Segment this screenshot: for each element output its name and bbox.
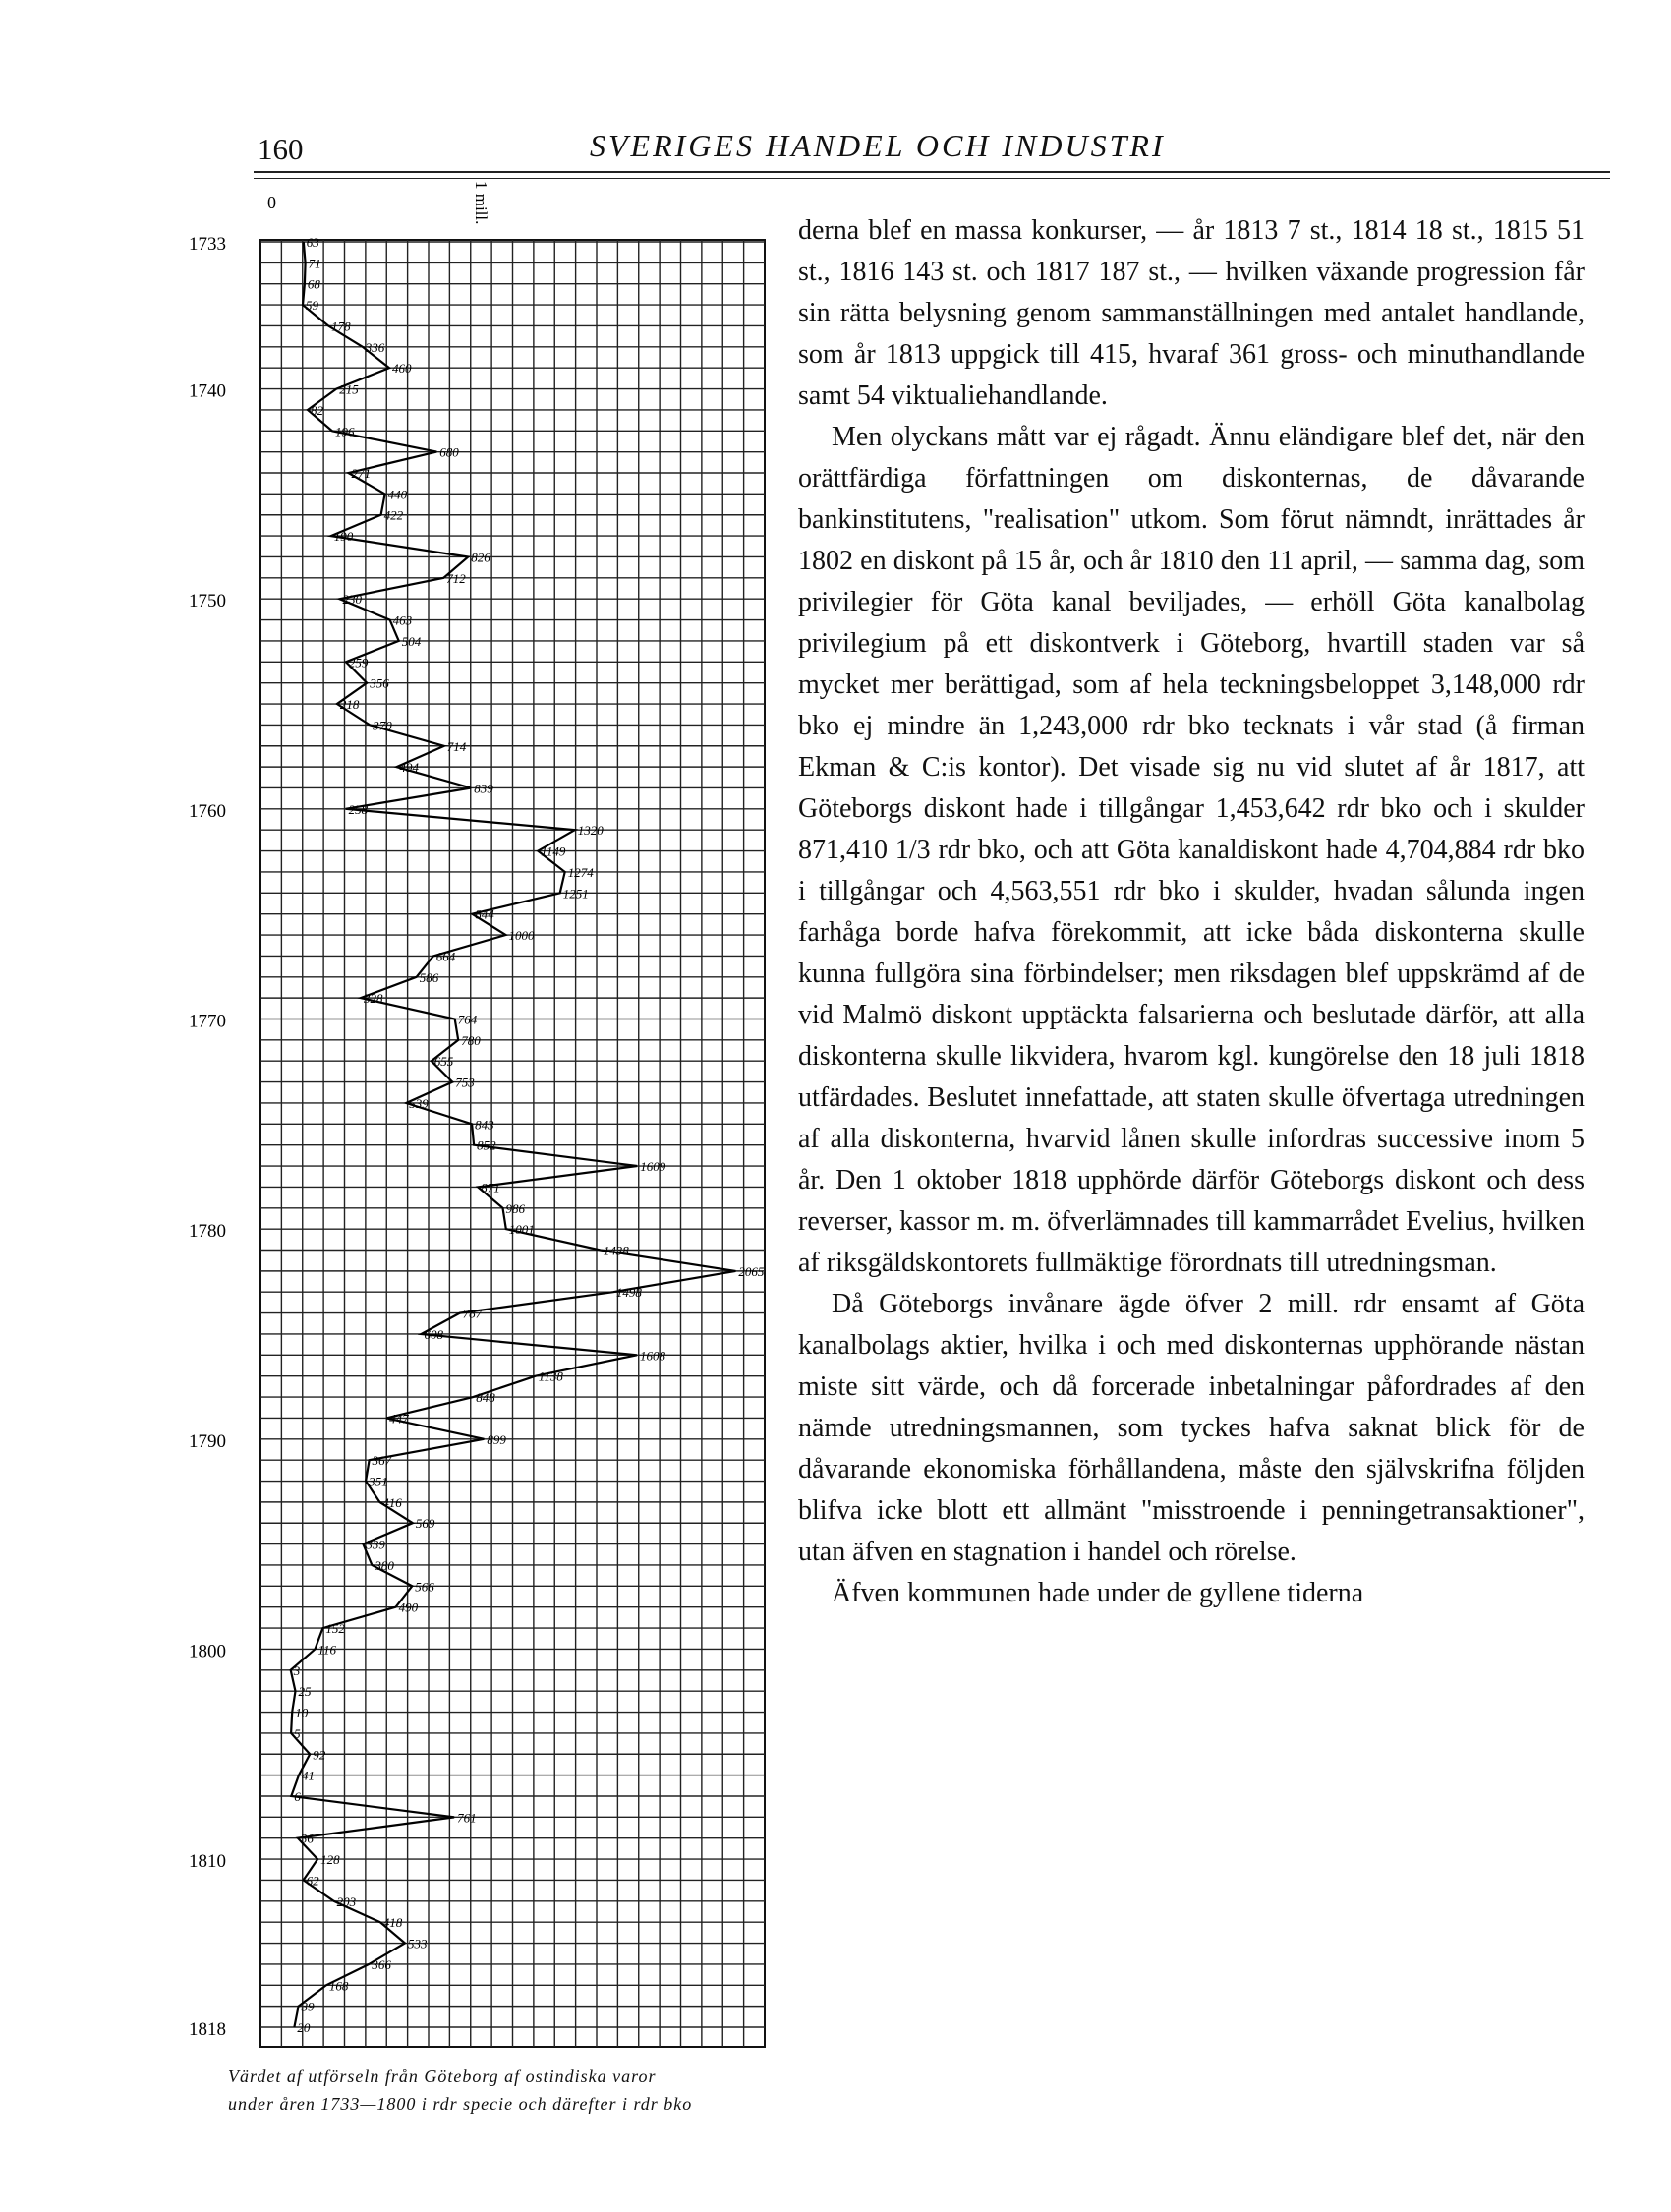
data-label: 39 <box>301 1999 315 2014</box>
data-label: 63 <box>306 235 319 250</box>
year-label: 1750 <box>189 591 226 612</box>
data-label: 764 <box>457 1012 478 1027</box>
data-label: 1001 <box>508 1222 535 1238</box>
data-label: 116 <box>317 1642 337 1658</box>
data-label: 356 <box>370 675 389 691</box>
caption-line-2: under åren 1733—1800 i rdr specie och därefter i rdr bko <box>228 2094 693 2114</box>
export-value-chart <box>0 0 786 2055</box>
data-label: 218 <box>339 697 360 712</box>
page-number: 160 <box>258 132 304 166</box>
data-label: 586 <box>419 969 439 985</box>
data-label: 533 <box>408 1936 428 1951</box>
data-label: 1609 <box>640 1159 666 1174</box>
data-label: 351 <box>369 1474 388 1489</box>
data-label: 1000 <box>508 928 535 943</box>
data-label: 10 <box>295 1705 309 1720</box>
data-label: 168 <box>328 1978 349 1994</box>
data-label: 258 <box>348 801 369 817</box>
data-label: 259 <box>348 655 369 670</box>
data-label: 844 <box>475 906 494 922</box>
data-label: 196 <box>335 424 355 439</box>
data-label: 230 <box>342 592 362 608</box>
data-label: 843 <box>475 1117 494 1133</box>
data-label: 839 <box>474 781 493 796</box>
data-label: 59 <box>306 298 318 314</box>
data-label: 370 <box>373 718 392 733</box>
data-label: 367 <box>372 1453 392 1469</box>
data-label: 447 <box>389 1411 409 1426</box>
paragraph: Då Göteborgs invånare ägde öfver 2 mill. rdr ensamt af Göta kanalbolags aktier, hvilka i och med diskonternas upphörande nästan miste sitt värde, och då forcerade inbetalningar påfordrades af den nämde utredningsmannen, som tyckes hafva saknat blick för de dåvarande ekonomiska förhållandena, måste den självskrifna följden blifva icke blott ett allmänt "misstroende i penningetransaktioner", utan äfven en stagnation i handel och rörelse. <box>798 1289 1585 1567</box>
data-label: 780 <box>461 1032 481 1048</box>
data-label: 71 <box>308 256 321 271</box>
year-label: 1780 <box>189 1221 226 1243</box>
data-label: 753 <box>455 1075 475 1090</box>
year-label: 1810 <box>189 1851 226 1873</box>
data-label: 986 <box>505 1200 525 1216</box>
data-label: 3 <box>293 1662 301 1678</box>
data-label: 787 <box>462 1306 483 1321</box>
data-label: 440 <box>387 487 408 502</box>
data-label: 1608 <box>640 1348 665 1364</box>
data-label: 328 <box>364 991 383 1007</box>
data-label: 1149 <box>541 844 566 859</box>
data-label: 504 <box>401 633 422 649</box>
data-label: 366 <box>372 1956 391 1972</box>
year-label: 1818 <box>189 2019 226 2040</box>
data-label: 826 <box>471 550 490 565</box>
data-label: 664 <box>435 949 456 964</box>
year-label: 1800 <box>189 1641 226 1662</box>
data-label: 463 <box>392 612 413 628</box>
data-label: 2065 <box>738 1263 765 1279</box>
data-label: 203 <box>336 1893 357 1909</box>
data-label: 712 <box>446 570 466 586</box>
data-label: 41 <box>302 1768 315 1783</box>
data-label: 422 <box>383 507 404 523</box>
data-label: 1320 <box>577 823 604 839</box>
data-label: 569 <box>415 1516 435 1532</box>
data-label: 36 <box>300 1831 314 1846</box>
data-label: 1498 <box>615 1285 642 1301</box>
data-label: 336 <box>365 339 385 355</box>
data-label: 494 <box>399 760 419 776</box>
data-label: 460 <box>392 361 412 377</box>
data-label: 871 <box>481 1180 500 1195</box>
data-label: 6 <box>294 1789 301 1804</box>
data-label: 62 <box>306 1873 319 1889</box>
data-label: 852 <box>477 1137 496 1153</box>
data-label: 655 <box>433 1054 454 1070</box>
year-label: 1790 <box>189 1430 226 1452</box>
data-label: 680 <box>439 444 459 460</box>
data-label: 608 <box>424 1327 443 1342</box>
data-label: 152 <box>325 1621 345 1637</box>
data-label: 1274 <box>567 864 594 880</box>
data-label: 539 <box>409 1096 429 1111</box>
data-label: 5 <box>294 1725 301 1741</box>
data-label: 899 <box>487 1431 506 1447</box>
data-label: 848 <box>476 1390 495 1406</box>
data-label: 380 <box>375 1558 394 1573</box>
paragraph: Men olyckans mått var ej rågadt. Ännu eländigare blef det, när den orättfärdiga författningen om diskonternas, de dåvarande bankinstitutens, "realisation" utkom. Som förut nämndt, inrättades år 1802 en diskont på 15 år, och år 1810 den 11 april, — samma dag, som privilegier för Göta kanal beviljades, — erhöll Göta kanalbolag privilegium på ett diskontverk i Göteborg, hvartill staden var så mycket mer berättigad, som af hela teckningsbeloppet 3,148,000 rdr bko ej mindre än 1,243,000 rdr bko tecknats i vår stad (å firman Ekman & C:is kontor). Det visade sig nu vid slutet af år 1817, att Göteborgs diskont hade i tillgångar 1,453,642 rdr bko och i skulder 871,410 1/3 rdr bko, och att Göta kanaldiskont hade 4,704,884 rdr bko i tillgångar och 4,563,551 rdr bko i skulder, hvadan sålunda ingen farhåga borde hafva förekommit, att icke båda diskonterna skulle kunna fullgöra sina förbindelser; men riksdagen blef uppskrämd af de vid Malmö diskont upptäckta falsarierna och beslutade därför, att alla diskonterna skulle likvidera, hvarom kgl. kungörelse den 18 juli 1818 utfärdades. Beslutet innefattade, att staten skulle öfvertaga utredningen af alla diskonterna, hvarvid lånen skulle infordras successive inom 5 år. Den 1 oktober 1818 upphörde därför Göteborgs diskont och dess reverser, kassor m. m. öfverlämnades till kammarrådet Evelius, hvilken af riksgäldskontorets fullmäktige förordnats till utredningsman. <box>798 422 1585 1278</box>
data-label: 82 <box>311 402 323 418</box>
caption-line-1: Värdet af utförseln från Göteborg af ostindiska varor <box>228 2066 657 2086</box>
data-label: 190 <box>333 529 354 545</box>
year-label: 1740 <box>189 380 226 402</box>
data-label: 418 <box>382 1915 403 1931</box>
data-label: 20 <box>297 2020 311 2035</box>
year-label: 1733 <box>189 234 226 255</box>
data-label: 490 <box>398 1600 419 1615</box>
data-label: 714 <box>446 738 467 754</box>
data-label: 92 <box>313 1747 326 1763</box>
data-label: 271 <box>351 466 371 481</box>
data-label: 1138 <box>538 1368 563 1384</box>
axis-top-label-million: 1 mill. <box>472 181 490 225</box>
data-label: 128 <box>320 1852 340 1868</box>
year-label: 1770 <box>189 1011 226 1032</box>
data-label: 339 <box>366 1537 385 1552</box>
paragraph: Äfven kommunen hade under de gyllene tiderna <box>832 1578 1364 1608</box>
data-label: 178 <box>331 319 351 334</box>
paragraph: derna blef en massa konkurser, — år 1813 7 st., 1814 18 st., 1815 51 st., 1816 143 st. och 1817 187 st., — hvilken växande progression får sin rätta belysning genom sammanställningen med antalet handlande, som år 1813 uppgick till 415, hvaraf 361 gross- och minuthandlande samt 54 viktualiehandlande. <box>798 215 1585 411</box>
data-label: 215 <box>339 381 359 397</box>
data-label: 68 <box>307 276 320 292</box>
axis-top-label-zero: 0 <box>267 193 276 212</box>
chart-caption <box>228 2063 818 2118</box>
data-label: 1438 <box>603 1243 629 1258</box>
body-text <box>798 210 1585 1614</box>
data-label: 25 <box>298 1684 312 1700</box>
data-label: 761 <box>457 1810 477 1826</box>
data-label: 416 <box>382 1494 402 1510</box>
data-label: 566 <box>415 1579 434 1595</box>
running-title: SVERIGES HANDEL OCH INDUSTRI <box>590 128 1166 163</box>
data-label: 1251 <box>562 886 589 902</box>
year-label: 1760 <box>189 800 226 822</box>
